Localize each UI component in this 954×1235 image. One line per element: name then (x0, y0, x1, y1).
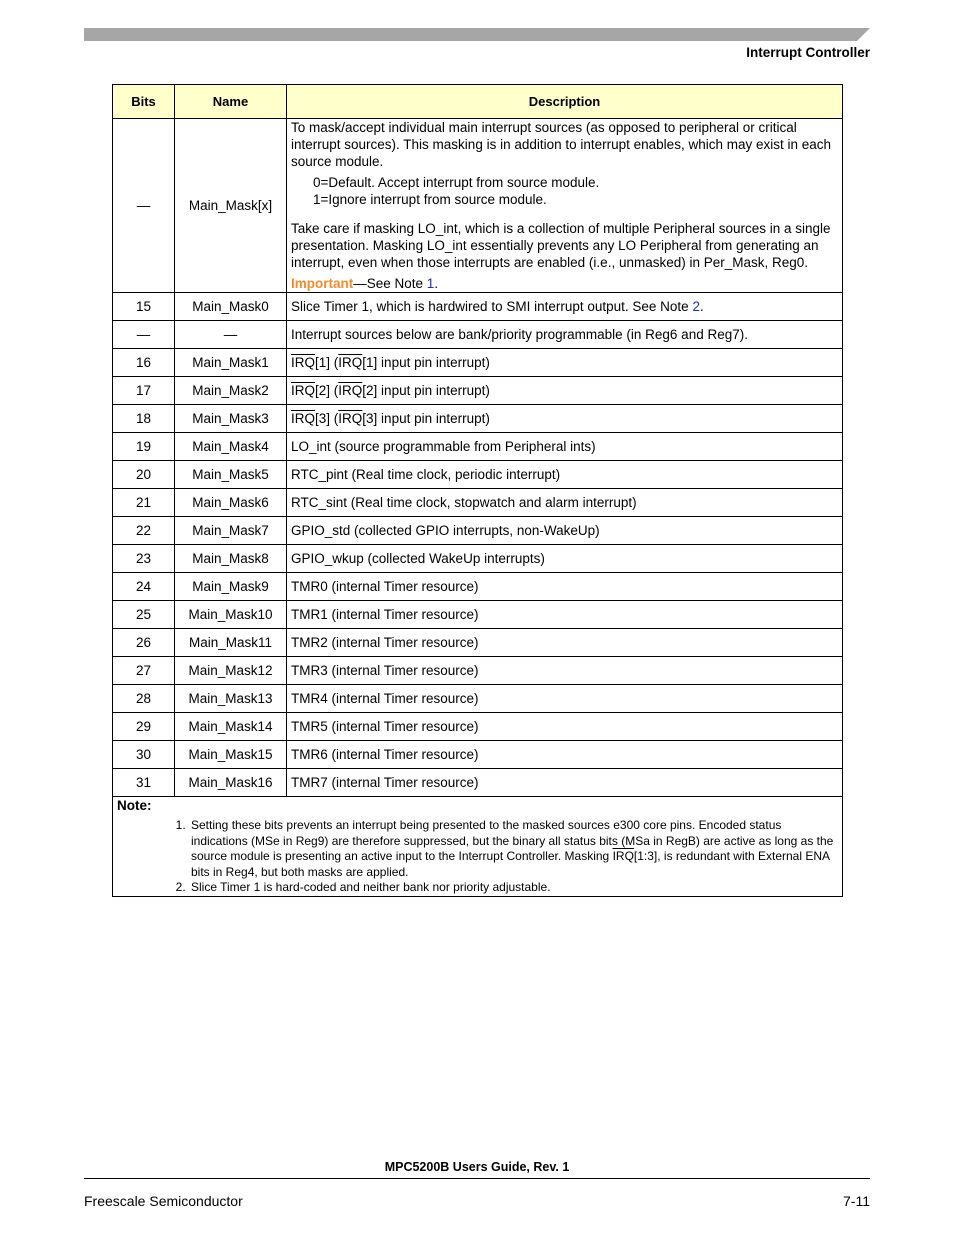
cell-description: TMR5 (internal Timer resource) (287, 713, 843, 741)
table-row (113, 461, 843, 489)
table-row (113, 489, 843, 517)
table-row (113, 405, 843, 433)
column-header-bits: Bits (113, 85, 175, 119)
cell-description: TMR2 (internal Timer resource) (287, 629, 843, 657)
value-list (313, 174, 838, 208)
cell-bits: 26 (113, 629, 175, 657)
cell-name: Main_Mask16 (175, 769, 287, 797)
cell-name: — (175, 321, 287, 349)
cell-name: Main_Mask1 (175, 349, 287, 377)
cell-bits: 17 (113, 377, 175, 405)
cell-bits: 31 (113, 769, 175, 797)
period: . (699, 299, 704, 314)
description-paragraph: To mask/accept individual main interrupt sources (as opposed to peripheral or critical interrupt sources). This masking is in addition to interrupt enables, which may exist in each source module. (291, 120, 832, 169)
note-link-2[interactable]: 2 (692, 299, 700, 314)
cell-name: Main_Mask0 (175, 293, 287, 321)
cell-name: Main_Mask9 (175, 573, 287, 601)
note-text: Setting these bits prevents an interrupt being presented to the masked sources e300 core pins. Encoded status indications (MSe in Reg9) are therefore suppressed, but the binary all status bits (MSa in RegB) are active as long as the source module is presenting an active input to the Interrupt Controller. Masking (191, 818, 834, 863)
description-text: Slice Timer 1, which is hardwired to SMI interrupt output. See Note (291, 299, 693, 314)
note-item-1 (189, 818, 838, 880)
cell-bits: 21 (113, 489, 175, 517)
table-row (113, 545, 843, 573)
table-row (113, 433, 843, 461)
cell-bits: — (113, 321, 175, 349)
irq-signal: $\overline{IRQ}$ (338, 411, 363, 426)
table-row (113, 629, 843, 657)
cell-bits: 16 (113, 349, 175, 377)
table-row (113, 685, 843, 713)
cell-bits: 23 (113, 545, 175, 573)
cell-description: RTC_pint (Real time clock, periodic interrupt) (287, 461, 843, 489)
irq-signal: $\overline{IRQ}$ (291, 411, 316, 426)
table-row (113, 293, 843, 321)
cell-name: Main_Mask3 (175, 405, 287, 433)
table-row (113, 573, 843, 601)
page-number: 7-11 (843, 1193, 870, 1209)
cell-description (287, 405, 843, 433)
table-row (113, 517, 843, 545)
description-text: [1] ( (315, 355, 339, 370)
table-header-row (113, 85, 843, 119)
table-row (113, 657, 843, 685)
footer-divider (84, 1178, 870, 1179)
cell-bits: 15 (113, 293, 175, 321)
cell-description (287, 293, 843, 321)
cell-name: Main_Mask14 (175, 713, 287, 741)
cell-bits: 20 (113, 461, 175, 489)
cell-name: Main_Mask4 (175, 433, 287, 461)
cell-bits: 22 (113, 517, 175, 545)
section-title: Interrupt Controller (746, 45, 870, 60)
value-option-0: 0=Default. Accept interrupt from source module. (313, 175, 600, 190)
notes-row (113, 797, 843, 897)
cell-name: Main_Mask6 (175, 489, 287, 517)
table-row (113, 601, 843, 629)
cell-description: TMR1 (internal Timer resource) (287, 601, 843, 629)
table-row (113, 349, 843, 377)
cell-description: TMR7 (internal Timer resource) (287, 769, 843, 797)
cell-description (287, 377, 843, 405)
cell-bits: 18 (113, 405, 175, 433)
notes-list (117, 818, 838, 896)
cell-bits: 19 (113, 433, 175, 461)
cell-name: Main_Mask15 (175, 741, 287, 769)
cell-name: Main_Mask13 (175, 685, 287, 713)
cell-description: TMR3 (internal Timer resource) (287, 657, 843, 685)
cell-name: Main_Mask11 (175, 629, 287, 657)
cell-bits: 24 (113, 573, 175, 601)
irq-signal: $\overline{IRQ}$ (338, 355, 363, 370)
cell-name: Main_Mask10 (175, 601, 287, 629)
notes-title: Note: (117, 798, 152, 813)
description-text: [3] ( (315, 411, 339, 426)
cell-description (287, 349, 843, 377)
description-text: [2] input pin interrupt) (362, 383, 490, 398)
cell-description (287, 119, 843, 293)
cell-bits: — (113, 119, 175, 293)
important-text: —See Note (353, 276, 427, 291)
cell-description: GPIO_std (collected GPIO interrupts, non-WakeUp) (287, 517, 843, 545)
cell-description: GPIO_wkup (collected WakeUp interrupts) (287, 545, 843, 573)
cell-bits: 27 (113, 657, 175, 685)
cell-bits: 28 (113, 685, 175, 713)
important-label: Important (291, 276, 354, 291)
table-row (113, 769, 843, 797)
cell-name: Main_Mask[x] (175, 119, 287, 293)
document-title: MPC5200B Users Guide, Rev. 1 (384, 1160, 570, 1174)
header-bar (84, 28, 870, 41)
irq-signal: $\overline{IRQ}$ (291, 355, 316, 370)
cell-description: Interrupt sources below are bank/priority programmable (in Reg6 and Reg7). (287, 321, 843, 349)
irq-signal: $\overline{IRQ}$ (612, 849, 634, 863)
table-row (113, 119, 843, 293)
register-field-table (112, 84, 843, 897)
cell-name: Main_Mask12 (175, 657, 287, 685)
cell-description: RTC_sint (Real time clock, stopwatch and alarm interrupt) (287, 489, 843, 517)
value-option-1: 1=Ignore interrupt from source module. (313, 192, 547, 207)
irq-signal: $\overline{IRQ}$ (338, 383, 363, 398)
cell-bits: 29 (113, 713, 175, 741)
cell-name: Main_Mask7 (175, 517, 287, 545)
column-header-description: Description (287, 85, 843, 119)
description-text: [1] input pin interrupt) (362, 355, 490, 370)
cell-name: Main_Mask5 (175, 461, 287, 489)
cell-bits: 25 (113, 601, 175, 629)
note-link-1[interactable]: 1 (426, 276, 435, 291)
cell-bits: 30 (113, 741, 175, 769)
cell-description: TMR4 (internal Timer resource) (287, 685, 843, 713)
table-row (113, 377, 843, 405)
cell-name: Main_Mask2 (175, 377, 287, 405)
description-text: [3] input pin interrupt) (362, 411, 490, 426)
notes-cell (113, 797, 843, 897)
note-text: [1:3], is redundant with External ENA bits in Reg4, but both masks are applied. (191, 849, 830, 879)
column-header-name: Name (175, 85, 287, 119)
cell-description: TMR0 (internal Timer resource) (287, 573, 843, 601)
table-row (113, 741, 843, 769)
irq-signal: $\overline{IRQ}$ (291, 383, 316, 398)
description-paragraph: Take care if masking LO_int, which is a collection of multiple Peripheral sources in a single presentation. Masking LO_int essentially prevents any LO Peripheral from generating an interrupt, even when those interrupts are enabled (i.e., unmasked) in Per_Mask, Reg0. (291, 221, 831, 270)
note-item-2: 2. Slice Timer 1 is hard-coded and neither bank nor priority adjustable. (189, 880, 838, 896)
important-line (291, 275, 838, 292)
cell-description: TMR6 (internal Timer resource) (287, 741, 843, 769)
cell-name: Main_Mask8 (175, 545, 287, 573)
table-row (113, 713, 843, 741)
company-name: Freescale Semiconductor (84, 1193, 243, 1209)
description-text: [2] ( (315, 383, 339, 398)
cell-description: LO_int (source programmable from Peripheral ints) (287, 433, 843, 461)
period: . (434, 276, 439, 291)
table-row (113, 321, 843, 349)
